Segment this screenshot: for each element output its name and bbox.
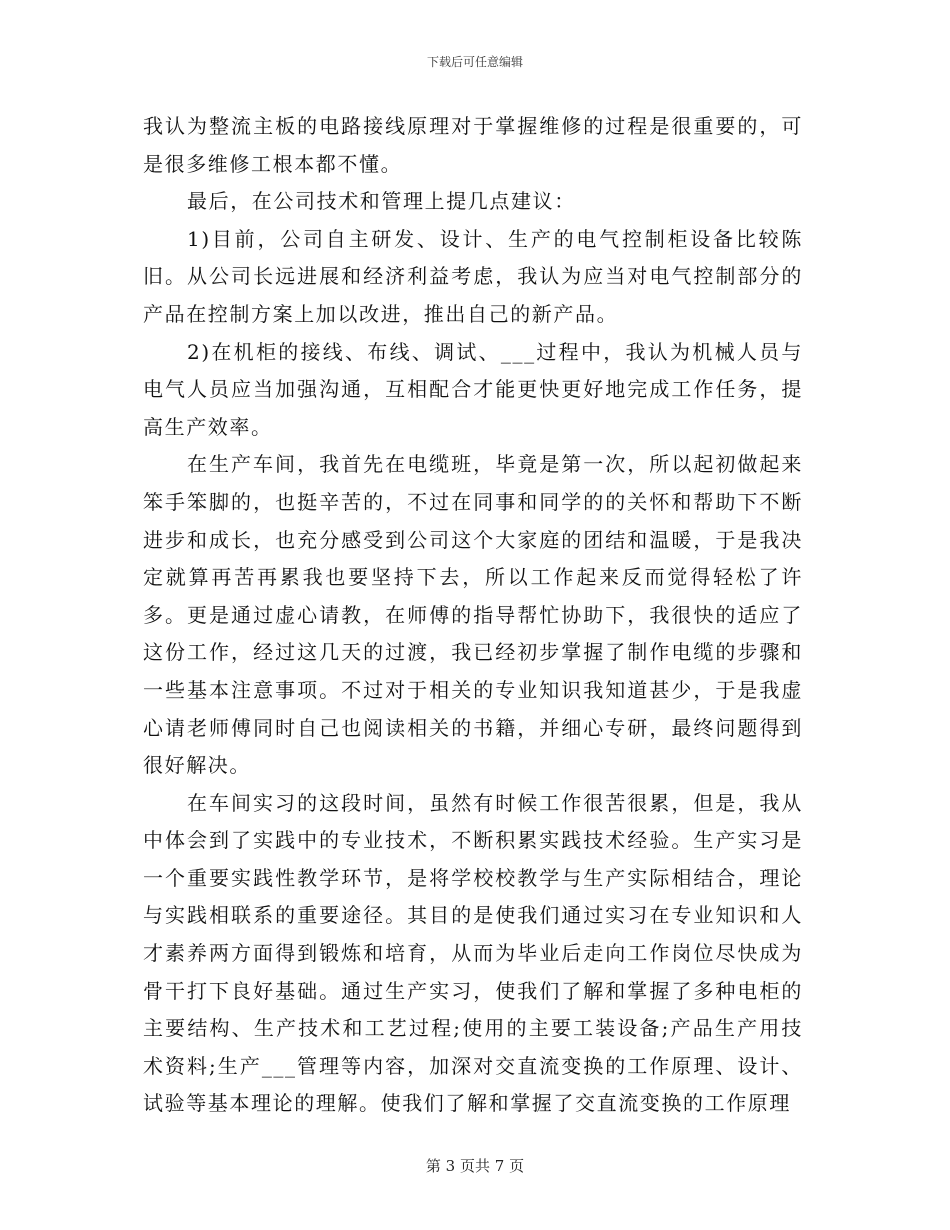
paragraph: 在生产车间，我首先在电缆班，毕竟是第一次，所以起初做起来笨手笨脚的，也挺辛苦的，不过在同事和同学的的关怀和帮助下不断进步和成长，也充分感受到公司这个大家庭的团结和温暖，于是我决定就算再苦再累我也要坚持下去，所以工作起来反而觉得轻松了许多。更是通过虚心请教，在师傅的指导帮忙协助下，我很快的适应了这份工作，经过这几天的过渡，我已经初步掌握了制作电缆的步骤和一些基本注意事项。不过对于相关的专业知识我知道甚少，于是我虚心请老师傅同时自己也阅读相关的书籍，并细心专研，最终问题得到很好解决。 <box>143 452 803 778</box>
page-number: 第 3 页共 7 页 <box>425 1157 525 1175</box>
paragraph: 在车间实习的这段时间，虽然有时候工作很苦很累，但是，我从中体会到了实践中的专业技术，不断积累实践技术经验。生产实习是一个重要实践性教学环节，是将学校校教学与生产实际相结合，理论与实践相联系的重要途径。其目的是使我们通过实习在专业知识和人才素养两方面得到锻炼和培育，从而为毕业后走向工作岗位尽快成为骨干打下良好基础。通过生产实习，使我们了解和掌握了多种电柜的主要结构、生产技术和工艺过程;使用的主要工装设备;产品生产用技术资料;生产___管理等内容，加深对交直流变换的工作原理、设计、试验等基本理论的理解。使我们了解和掌握了交直流变换的工作原理 <box>143 790 803 1116</box>
paragraph: 最后，在公司技术和管理上提几点建议： <box>187 189 576 214</box>
page-header: 下载后可任意编辑 <box>426 55 523 69</box>
document-body <box>143 108 803 1123</box>
paragraph: 1)目前，公司自主研发、设计、生产的电气控制柜设备比较陈旧。从公司长远进展和经济利益考虑，我认为应当对电气控制部分的产品在控制方案上加以改进，推出自己的新产品。 <box>143 226 803 326</box>
paragraph: 我认为整流主板的电路接线原理对于掌握维修的过程是很重要的，可是很多维修工根本都不懂。 <box>143 114 803 176</box>
paragraph: 2)在机柜的接线、布线、调试、___过程中，我认为机械人员与电气人员应当加强沟通，互相配合才能更快更好地完成工作任务，提高生产效率。 <box>143 339 803 439</box>
